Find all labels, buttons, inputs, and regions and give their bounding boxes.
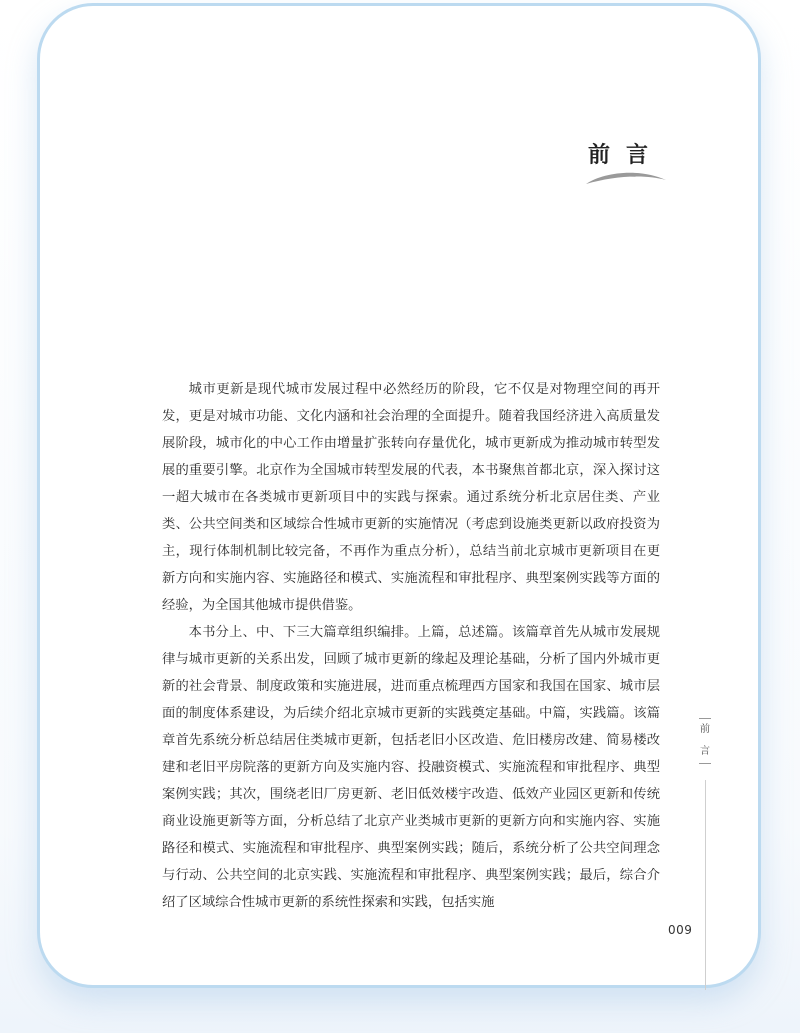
title-swoosh-ornament [584,168,668,188]
paragraph-2: 本书分上、中、下三大篇章组织编排。上篇，总述篇。该篇章首先从城市发展规律与城市更新的关系出发，回顾了城市更新的缘起及理论基础，分析了国内外城市更新的社会背景、制度政策和实施进展，进而重点梳理西方国家和我国在国家、城市层面的制度体系建设，为后续介绍北京城市更新的实践奠定基础。中篇，实践篇。该篇章首先系统分析总结居住类城市更新，包括老旧小区改造、危旧楼房改建、简易楼改建和老旧平房院落的更新方向及实施内容、投融资模式、实施流程和审批程序、典型案例实践；其次，围绕老旧厂房更新、老旧低效楼宇改造、低效产业园区更新和传统商业设施更新等方面，分析总结了北京产业类城市更新的更新方向和实施内容、实施路径和模式、实施流程和审批程序、典型案例实践；随后，系统分析了公共空间理念与行动、公共空间的北京实践、实施流程和审批程序、典型案例实践；最后，综合介绍了区域综合性城市更新的系统性探索和实践，包括实施 [162,625,660,910]
side-tab-char-2: 言 [700,746,710,757]
page-number: 009 [668,923,693,937]
page-title: 前言 [588,142,665,168]
body-text [162,376,660,916]
paragraph-1: 城市更新是现代城市发展过程中必然经历的阶段，它不仅是对物理空间的再开发，更是对城市功能、文化内涵和社会治理的全面提升。随着我国经济进入高质量发展阶段，城市化的中心工作由增量扩张转向存量优化，城市更新成为推动城市转型发展的重要引擎。北京作为全国城市转型发展的代表，本书聚焦首都北京，深入探讨这一超大城市在各类城市更新项目中的实践与探索。通过系统分析北京居住类、产业类、公共空间类和区域综合性城市更新的实施情况（考虑到设施类更新以政府投资为主，现行体制机制比较完备，不再作为重点分析），总结当前北京城市更新项目在更新方向和实施内容、实施路径和模式、实施流程和审批程序、典型案例实践等方面的经验，为全国其他城市提供借鉴。 [162,382,660,613]
side-tab-char-1: 前 [700,724,710,735]
side-tab-rule-bottom [699,763,711,764]
margin-rule [705,780,706,990]
side-section-tab [698,718,712,764]
